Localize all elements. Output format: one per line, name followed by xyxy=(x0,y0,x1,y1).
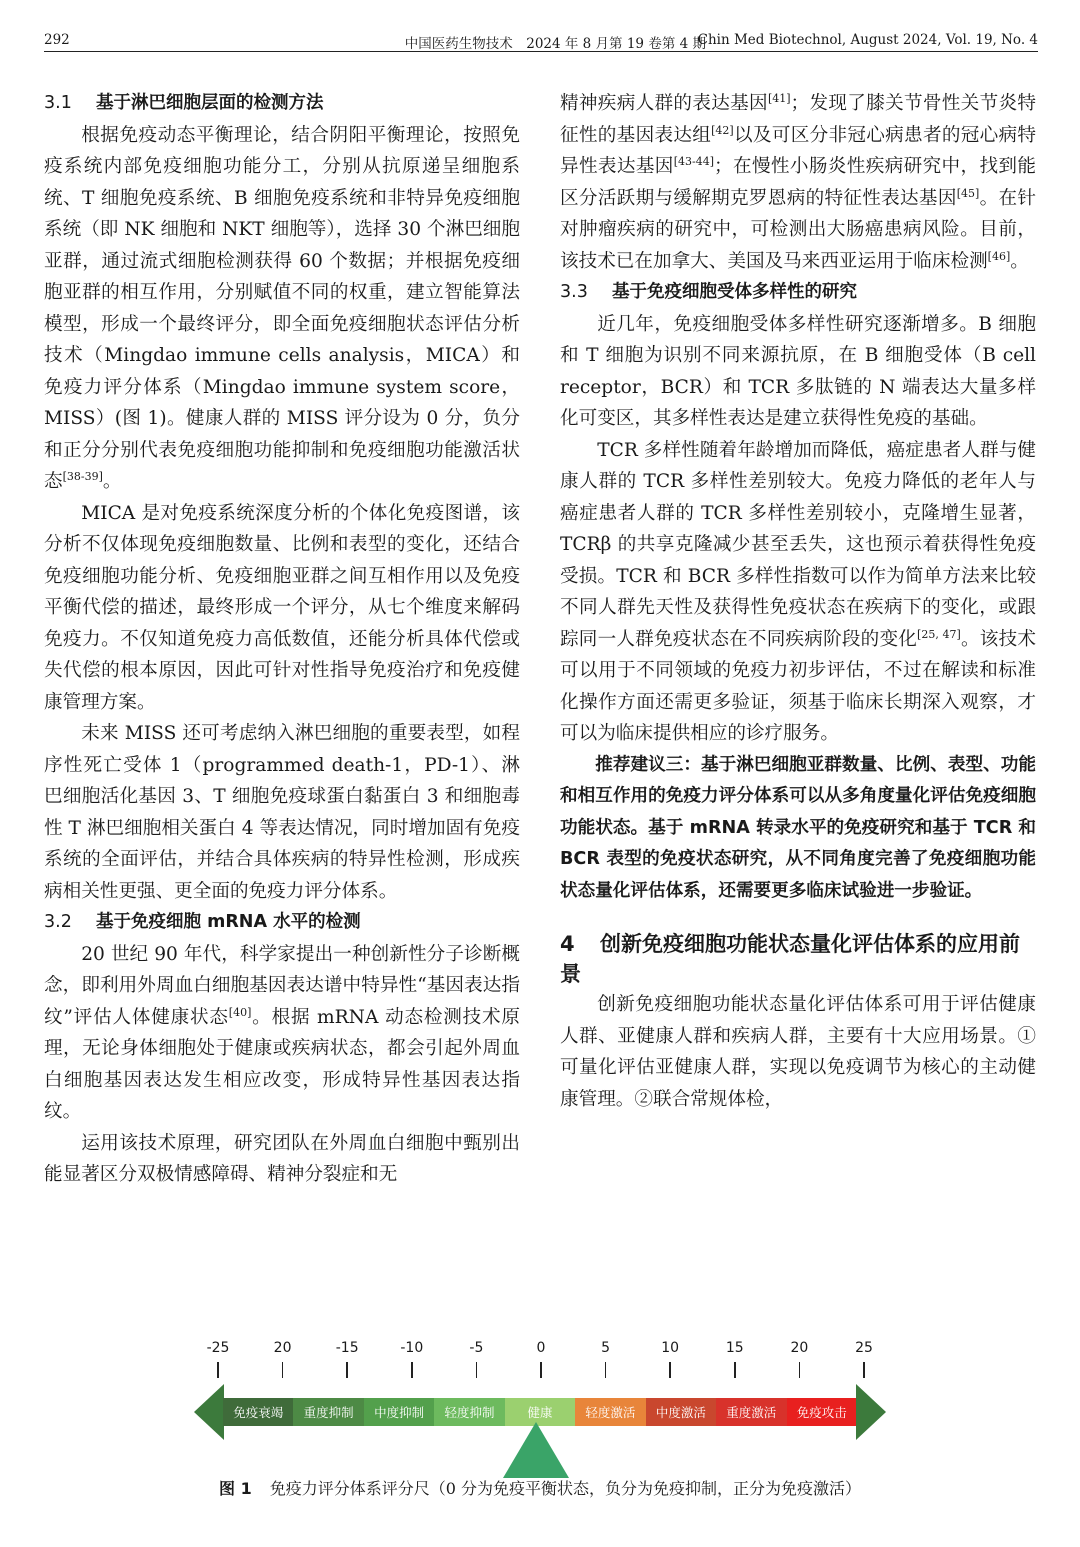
figure-caption-text: 免疫力评分体系评分尺（0 分为免疫平衡状态，负分为免疫抑制，正分为免疫激活） xyxy=(269,1479,861,1498)
scale-segment: 免疫攻击 xyxy=(787,1398,857,1426)
citation[interactable]: [46] xyxy=(987,249,1011,263)
scale-segment: 健康 xyxy=(505,1398,575,1426)
scale-segment: 重度激活 xyxy=(716,1398,786,1426)
tick-mark xyxy=(734,1362,736,1378)
paragraph xyxy=(560,435,1036,750)
section-title: 基于淋巴细胞层面的检测方法 xyxy=(96,93,324,113)
journal-name-en: Chin Med Biotechnol, August 2024, Vol. 19, No. 4 xyxy=(697,32,1038,48)
tick-label: 5 xyxy=(601,1340,611,1356)
tick-mark xyxy=(346,1362,348,1378)
paragraph-text: 以及可区分非冠心病患者的冠心病特异性表达基因 xyxy=(560,124,1036,177)
section-number: 4 xyxy=(560,932,575,956)
scale-segment: 轻度激活 xyxy=(575,1398,645,1426)
tick-mark xyxy=(605,1362,607,1378)
figure-caption xyxy=(0,1476,1080,1499)
paragraph-text: 。根据 mRNA 动态检测技术原理，无论身体细胞处于健康或疾病状态，都会引起外周血白细胞基因表达发生相应改变，形成特异性基因表达指纹。 xyxy=(44,1006,520,1122)
scale-segment: 重度抑制 xyxy=(293,1398,363,1426)
section-3-1-heading xyxy=(44,88,520,120)
tick-label: -5 xyxy=(469,1340,484,1356)
journal-name-cn: 中国医药生物技术 2024 年 8 月第 19 卷第 4 期 xyxy=(404,36,706,52)
section-number: 3.3 xyxy=(560,282,588,302)
tick-label: 15 xyxy=(725,1340,744,1356)
section-number: 3.2 xyxy=(44,912,72,932)
zero-point-triangle xyxy=(503,1422,569,1478)
paragraph: MICA 是对免疫系统深度分析的个体化免疫图谱，该分析不仅体现免疫细胞数量、比例和表型的变化，还结合免疫细胞功能分析、免疫细胞亚群之间互相作用以及免疫平衡代偿的描述，最终形成一个评分，从七个维度来解码免疫力。不仅知道免疫力高低数值，还能分析具体代偿或失代偿的根本原因，因此可针对性指导免疫治疗和免疫健康管理方案。 xyxy=(44,502,520,713)
tick-label: 20 xyxy=(790,1340,809,1356)
scale-segment: 中度激活 xyxy=(646,1398,716,1426)
tick-label: -25 xyxy=(206,1340,230,1356)
tick-mark xyxy=(411,1362,413,1378)
paragraph: 运用该技术原理，研究团队在外周血白细胞中甄别出能显著区分双极情感障碍、精神分裂症和无 xyxy=(44,1132,520,1185)
scale-segment: 免疫衰竭 xyxy=(223,1398,293,1426)
paragraph: 近几年，免疫细胞受体多样性研究逐渐增多。B 细胞和 T 细胞为识别不同来源抗原，在 B 细胞受体（B cell receptor，BCR）和 TCR 多肽链的 N 端表达大量多样化可变区，其多样性表达是建立获得性免疫的基础。 xyxy=(560,313,1036,429)
section-title: 基于免疫细胞 mRNA 水平的检测 xyxy=(96,912,361,932)
recommendation-paragraph: 推荐建议三：基于淋巴细胞亚群数量、比例、表型、功能和相互作用的免疫力评分体系可以从多角度量化评估免疫细胞功能状态。基于 mRNA 转录水平的免疫研究和基于 TCR 和 BCR 表型的免疫状态研究，从不同角度完善了免疫细胞功能状态量化评估体系，还需要更多临床试验进一步验证。 xyxy=(560,754,1036,901)
scale-segment: 中度抑制 xyxy=(364,1398,434,1426)
page-number: 292 xyxy=(44,32,70,48)
right-column xyxy=(560,88,1036,1115)
tick-label: 0 xyxy=(536,1340,546,1356)
paragraph xyxy=(44,939,520,1128)
right-arrow-head xyxy=(856,1384,886,1440)
paragraph: 未来 MISS 还可考虑纳入淋巴细胞的重要表型，如程序性死亡受体 1（programmed death-1，PD-1）、淋巴细胞活化基因 3、T 细胞免疫球蛋白黏蛋白 3 和细胞毒性 T 淋巴细胞相关蛋白 4 等表达情况，同时增加固有免疫系统的全面评估，并结合具体疾病的特异性检测，形成疾病相关性更强、更全面的免疫力评分体系。 xyxy=(44,723,520,902)
paragraph xyxy=(44,120,520,498)
citation[interactable]: [41] xyxy=(767,91,791,105)
paragraph-text: 。 xyxy=(1010,250,1029,272)
figure-label: 图 1 xyxy=(219,1479,252,1498)
running-header xyxy=(44,30,1038,52)
paragraph-text: 。在针对肿瘤疾病的研究中，可检测出大肠癌患病风险。目前，该技术已在加拿大、美国及马来西亚运用于临床检测 xyxy=(560,187,1036,272)
citation[interactable]: [25, 47] xyxy=(917,627,961,641)
tick-mark xyxy=(217,1362,219,1378)
tick-mark xyxy=(669,1362,671,1378)
tick-mark xyxy=(540,1362,542,1378)
citation[interactable]: [42] xyxy=(711,123,734,137)
scale-segment: 轻度抑制 xyxy=(434,1398,504,1426)
citation[interactable]: [45] xyxy=(956,186,980,200)
paragraph-text: ；发现了膝关节骨性关节炎特征性的基因表达组 xyxy=(560,93,1036,146)
paragraph-text: ；在慢性小肠炎性疾病研究中，找到能区分活跃期与缓解期克罗恩病的特征性表达基因 xyxy=(560,156,1036,209)
section-title: 基于免疫细胞受体多样性的研究 xyxy=(612,282,857,302)
section-3-3-heading xyxy=(560,277,1036,309)
tick-label: -15 xyxy=(335,1340,359,1356)
tick-label: 10 xyxy=(661,1340,680,1356)
paragraph-text: 20 世纪 90 年代，科学家提出一种创新性分子诊断概念，即利用外周血白细胞基因表达谱中特异性“基因表达指纹”评估人体健康状态 xyxy=(44,943,520,1028)
paragraph-text: 。 xyxy=(102,471,122,492)
paragraph: 创新免疫细胞功能状态量化评估体系可用于评估健康人群、亚健康人群和疾病人群，主要有十大应用场景。①可量化评估亚健康人群，实现以免疫调节为核心的主动健康管理。②联合常规体检， xyxy=(560,994,1036,1110)
section-4-heading xyxy=(560,929,1036,989)
left-arrow-head xyxy=(194,1384,224,1440)
tick-mark xyxy=(282,1362,284,1378)
citation[interactable]: [40] xyxy=(228,1005,252,1019)
tick-mark xyxy=(799,1362,801,1378)
citation[interactable]: [38-39] xyxy=(62,469,103,483)
tick-mark xyxy=(476,1362,478,1378)
tick-label: 25 xyxy=(855,1340,873,1356)
left-column xyxy=(44,88,520,1191)
section-number: 3.1 xyxy=(44,93,72,113)
paragraph-text: TCR 多样性随着年龄增加而降低，癌症患者人群与健康人群的 TCR 多样性差别较大。免疫力降低的老年人与癌症患者人群的 TCR 多样性差别较小，克隆增生显著，TCRβ 的共享克隆减少甚至丢失，这也预示着获得性免疫受损。TCR 和 BCR 多样性指数可以作为简单方法来比较不同人群先天性及获得性免疫状态在疾病下的变化，或跟踪同一人群免疫状态在不同疾病阶段的变化 xyxy=(560,439,1036,650)
section-3-2-heading xyxy=(44,907,520,939)
figure-1-score-scale xyxy=(190,1340,890,1480)
citation[interactable]: [43-44] xyxy=(673,154,715,168)
tick-label: 20 xyxy=(273,1340,292,1356)
tick-mark xyxy=(863,1362,865,1378)
paragraph-text: 根据免疫动态平衡理论，结合阴阳平衡理论，按照免疫系统内部免疫细胞功能分工，分别从抗原递呈细胞系统、T 细胞免疫系统、B 细胞免疫系统和非特异免疫细胞系统（即 NK 细胞和 NKT 细胞等），选择 30 个淋巴细胞亚群，通过流式细胞检测获得 60 个数据；并根据免疫细胞亚群的相互作用，分别赋值不同的权重，建立智能算法模型，形成一个最终评分，即全面免疫细胞状态评估分析技术（Mingdao immune cells analysis，MICA）和免疫力评分体系（Mingdao immune system score，MISS）(图 1)。健康人群的 MISS 评分设为 0 分，负分和正分分别代表免疫细胞功能抑制和免疫细胞功能激活状态 xyxy=(44,124,520,492)
paragraph-continued xyxy=(560,88,1036,277)
paragraph-text: 。该技术可以用于不同领域的免疫力初步评估，不过在解读和标准化操作方面还需更多验证，须基于临床长期深入观察，才可以为临床提供相应的诊疗服务。 xyxy=(560,628,1036,744)
tick-label: -10 xyxy=(400,1340,424,1356)
paragraph-text: 精神疾病人群的表达基因 xyxy=(560,93,768,114)
section-title: 创新免疫细胞功能状态量化评估体系的应用前景 xyxy=(560,932,1020,986)
